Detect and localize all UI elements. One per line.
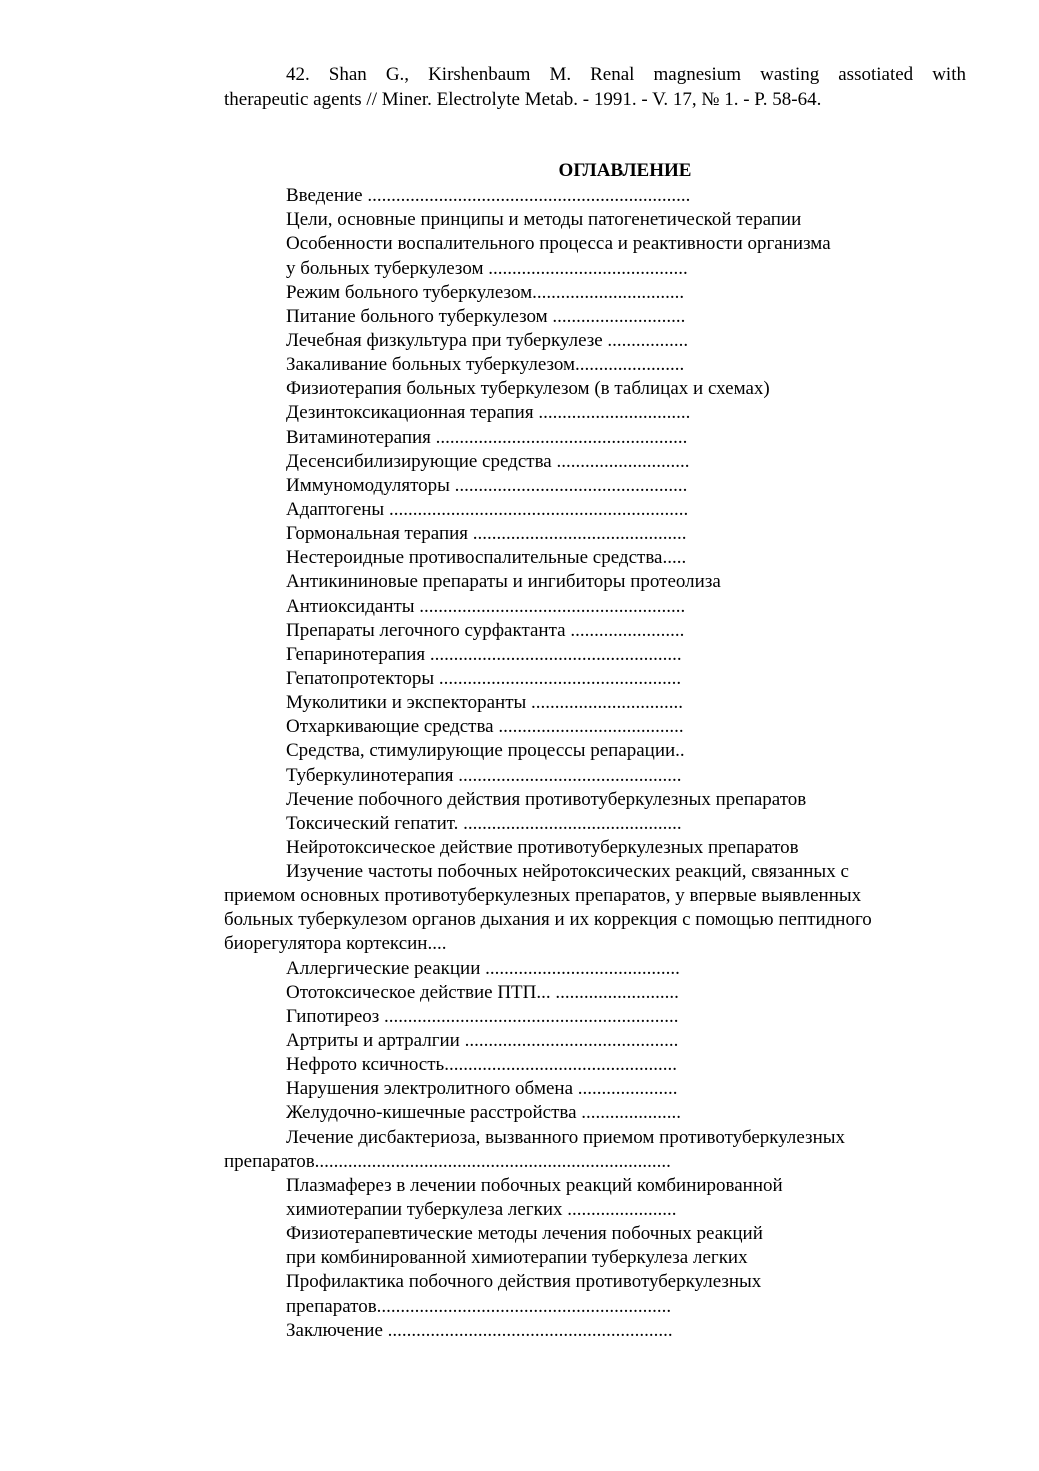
toc-entry: Цели, основные принципы и методы патогенетической терапии (286, 209, 802, 230)
toc-entry: Гепатопротекторы ................................................... (286, 668, 682, 689)
toc-entry: Отхаркивающие средства ....................................... (286, 716, 684, 737)
toc-entry: Гормональная терапия ............................................. (286, 523, 687, 544)
toc-entry: Препараты легочного сурфактанта ........................ (286, 620, 685, 641)
toc-entry: Режим больного туберкулезом................................ (286, 282, 685, 303)
toc-entry: препаратов.............................................................. (286, 1296, 672, 1317)
toc-long-entry-line-3: больных туберкулезом органов дыхания и их коррекция с помощью пептидного (224, 909, 872, 930)
toc-entry: у больных туберкулезом .......................................... (286, 258, 688, 279)
toc-entry: Муколитики и экспекторанты ................................ (286, 692, 684, 713)
toc-entry: Токсический гепатит. .............................................. (286, 813, 682, 834)
toc-entry: Нефрото ксичность................................................. (286, 1054, 677, 1075)
reference-entry (224, 62, 966, 112)
reference-line-2: therapeutic agents // Miner. Electrolyte Metab. - 1991. - V. 17, № 1. - P. 58-64. (224, 89, 822, 110)
toc-entry: Средства, стимулирующие процессы репарации.. (286, 740, 685, 761)
toc-entry: при комбинированной химиотерапии туберкулеза легких (286, 1247, 748, 1268)
toc-entry: химиотерапии туберкулеза легких ....................... (286, 1199, 677, 1220)
toc-entry: Дезинтоксикационная терапия ................................ (286, 402, 691, 423)
toc-entry: Особенности воспалительного процесса и реактивности организма (286, 233, 831, 254)
toc-entry: Десенсибилизирующие средства ............................ (286, 451, 690, 472)
toc-entry: Аллергические реакции ......................................... (286, 958, 680, 979)
toc-entry: Профилактика побочного действия противотуберкулезных (286, 1271, 762, 1292)
toc-dysbacteriosis-line-2: препаратов........................................................................... (224, 1151, 671, 1172)
toc-entry: Антиоксиданты ........................................................ (286, 596, 686, 617)
toc-dysbacteriosis-line-1: Лечение дисбактериоза, вызванного приемом противотуберкулезных (286, 1127, 845, 1148)
toc-entry: Физиотерапия больных туберкулезом (в таблицах и схемах) (286, 378, 770, 399)
toc-entry: Лечение побочного действия противотуберкулезных препаратов (286, 789, 807, 810)
toc-long-entry-line-4: биорегулятора кортексин.... (224, 933, 447, 954)
toc-entry: Физиотерапевтические методы лечения побочных реакций (286, 1223, 763, 1244)
toc-entry: Туберкулинотерапия ............................................... (286, 765, 682, 786)
toc-entry: Иммуномодуляторы ................................................. (286, 475, 688, 496)
toc-entry: Антикининовые препараты и ингибиторы протеолиза (286, 571, 721, 592)
toc-title: ОГЛАВЛЕНИЕ (558, 160, 692, 181)
toc-entry: Лечебная физкультура при туберкулезе ................. (286, 330, 689, 351)
toc-entry: Гепаринотерапия ..................................................... (286, 644, 682, 665)
toc-long-entry-line-1: Изучение частоты побочных нейротоксических реакций, связанных с (286, 861, 849, 882)
toc-long-entry-line-2: приемом основных противотуберкулезных препаратов, у впервые выявленных (224, 885, 862, 906)
toc-entry: Плазмаферез в лечении побочных реакций комбинированной (286, 1175, 783, 1196)
toc-entry: Нарушения электролитного обмена ..................... (286, 1078, 678, 1099)
toc-entry: Желудочно-кишечные расстройства ..................... (286, 1102, 682, 1123)
toc-entry: Питание больного туберкулезом ............................ (286, 306, 686, 327)
toc-entry: Адаптогены ............................................................... (286, 499, 689, 520)
toc-entry: Заключение ............................................................ (286, 1320, 673, 1341)
toc-entry: Нестероидные противоспалительные средства..... (286, 547, 687, 568)
toc-entry: Нейротоксическое действие противотуберкулезных препаратов (286, 837, 799, 858)
toc-entry: Гипотиреоз .............................................................. (286, 1006, 679, 1027)
toc-entry: Витаминотерапия ..................................................... (286, 427, 688, 448)
toc-entry: Ототоксическое действие ПТП... .......................... (286, 982, 679, 1003)
toc-entry: Закаливание больных туберкулезом....................... (286, 354, 685, 375)
toc-entry: Артриты и артралгии ............................................. (286, 1030, 679, 1051)
reference-line-1: 42. Shan G., Kirshenbaum M. Renal magnesium wasting assotiated with (286, 64, 966, 85)
toc-entry: Введение .................................................................... (286, 185, 691, 206)
